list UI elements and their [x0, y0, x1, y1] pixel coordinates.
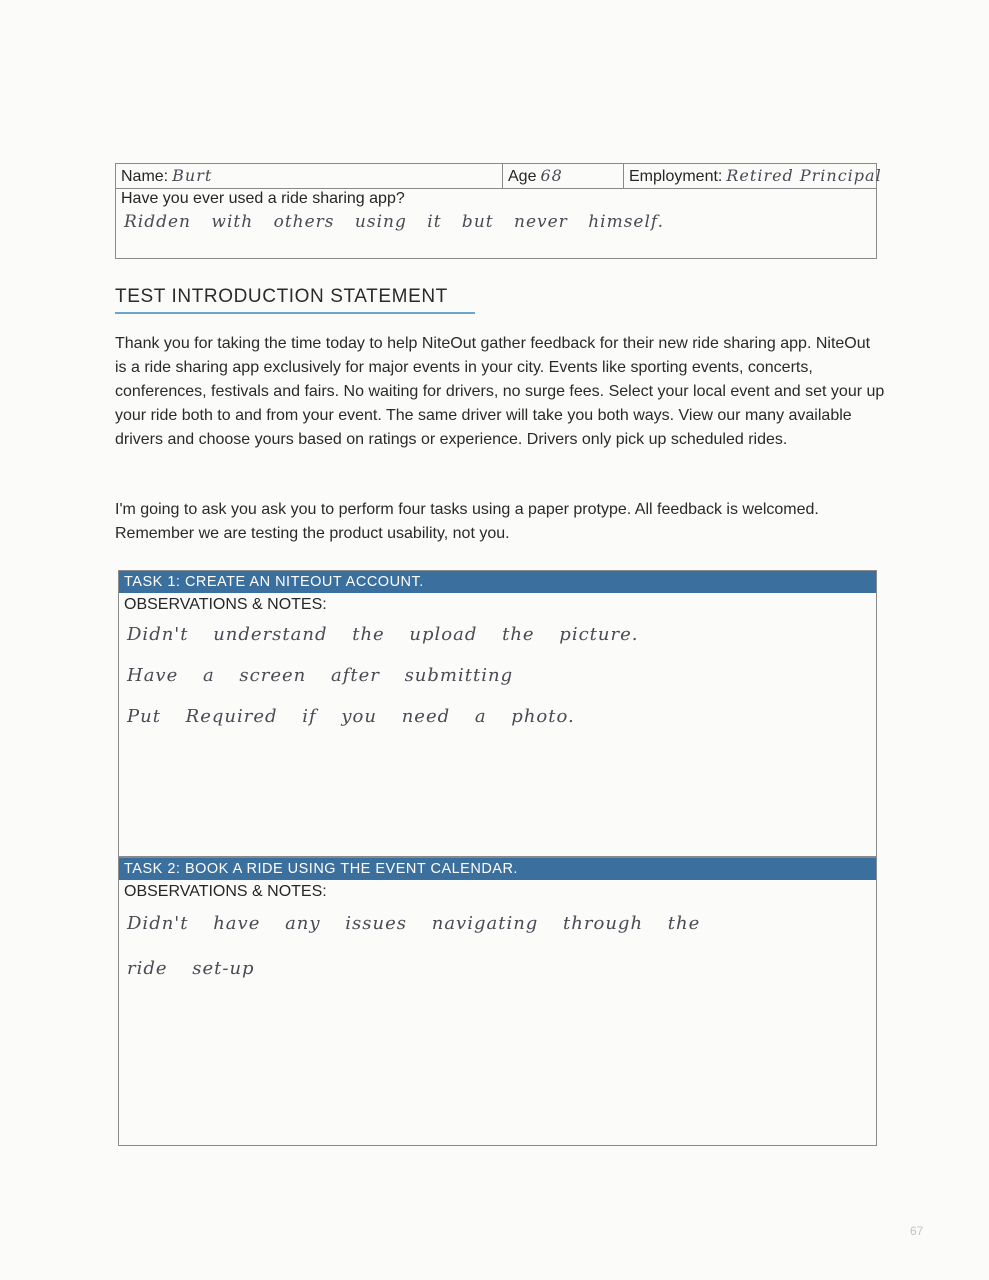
employment-cell	[623, 164, 882, 188]
employment-label: Employment:	[629, 168, 723, 185]
participant-info-row	[116, 164, 882, 189]
ride-sharing-question: Have you ever used a ride sharing app?	[121, 190, 405, 207]
task-1-note: Put Required if you need a photo.	[127, 706, 575, 727]
task-2-observations-label: OBSERVATIONS & NOTES:	[124, 883, 327, 900]
task-1-note: Have a screen after submitting	[127, 665, 514, 686]
task-1-header: TASK 1: CREATE AN NITEOUT ACCOUNT.	[119, 571, 876, 593]
age-cell	[502, 164, 623, 188]
task-2-note: Didn't have any issues navigating through the	[127, 913, 701, 934]
employment-value: Retired Principal	[726, 166, 882, 185]
task-2-header: TASK 2: BOOK A RIDE USING THE EVENT CALENDAR.	[119, 858, 876, 880]
task-1-observations-label: OBSERVATIONS & NOTES:	[124, 596, 327, 613]
page-number: 67	[910, 1224, 924, 1238]
ride-sharing-answer: Ridden with others using it but never himself.	[124, 212, 665, 232]
task-2-note: ride set-up	[127, 958, 255, 979]
name-value: Burt	[172, 166, 213, 185]
age-value: 68	[540, 166, 563, 185]
participant-info-table	[115, 163, 882, 259]
name-cell	[116, 164, 502, 188]
age-label: Age	[508, 168, 537, 185]
task-2-box	[118, 857, 877, 1146]
section-title: TEST INTRODUCTION STATEMENT	[115, 286, 448, 307]
task-1-note: Didn't understand the upload the picture.	[127, 624, 639, 645]
intro-paragraph: Thank you for taking the time today to help NiteOut gather feedback for their new ride sharing app. NiteOut is a ride sharing app exclusively for major events in your city. Events like sporting events, concerts, conferences, festivals and fairs. No waiting for drivers, no surge fees. Select your local event and set your up your ride both to and from your event. The same driver will take you both ways. View our many available drivers and choose yours based on ratings or experience. Drivers only pick up scheduled rides.	[115, 335, 885, 448]
instructions-paragraph: I'm going to ask you ask you to perform four tasks using a paper protype. All feedback is welcomed. Remember we are testing the product usability, not you.	[115, 501, 819, 542]
task-1-box	[118, 570, 877, 857]
name-label: Name:	[121, 168, 169, 185]
section-underline	[115, 312, 475, 314]
